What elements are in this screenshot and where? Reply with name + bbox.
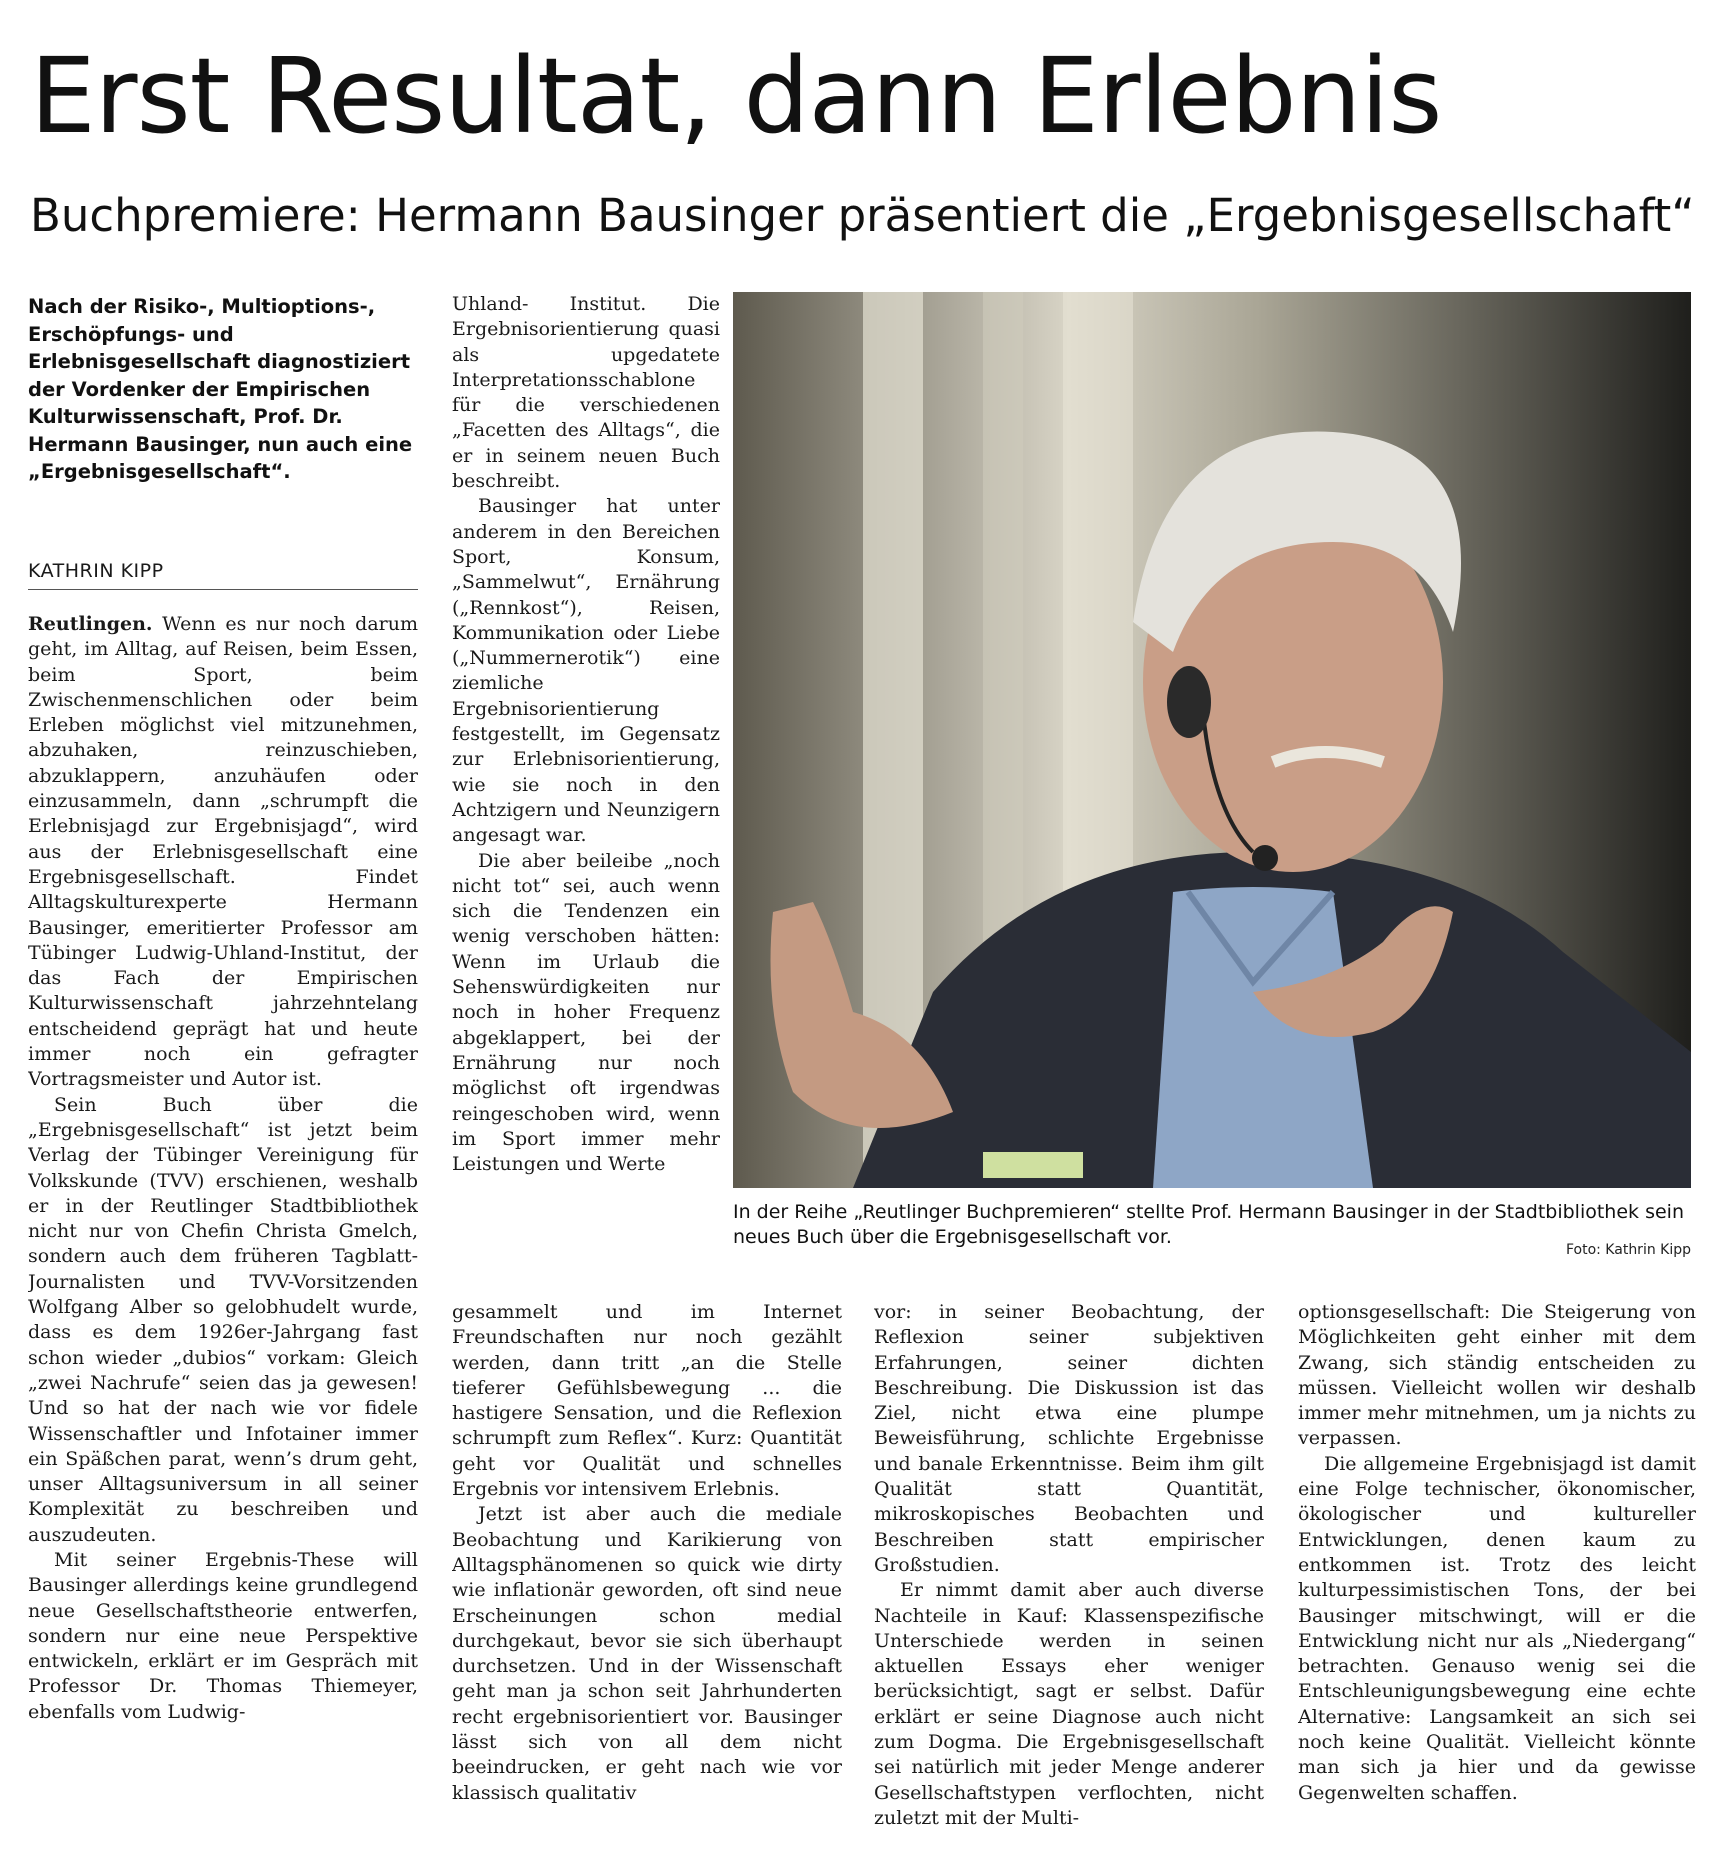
paragraph <box>28 612 418 1093</box>
paragraph: Jetzt ist aber auch die mediale Beobachtung und Karikierung von Alltagsphänomenen so quick wie dirty wie inflationär geworden, oft sind neue Erscheinungen schon medial durchgekaut, bevor sie sich überhaupt durchsetzen. Und in der Wissenschaft geht man ja schon seit Jahrhunderten recht ergebnisorientiert vor. Bausinger lässt sich von all dem nicht beeindrucken, er geht nach wie vor klassisch qualitativ <box>452 1503 842 1804</box>
paragraph: vor: in seiner Beobachtung, der Reflexion seiner subjektiven Erfahrungen, seiner dichten Beschreibung. Die Diskussion ist das Ziel, nicht etwa eine plumpe Beweisführung, schlichte Ergebnisse und banale Erkenntnisse. Beim ihm gilt Qualität statt Quantität, mikroskopisches Beobachten und Beschreiben statt empirischer Großstudien. <box>874 1301 1264 1576</box>
paragraph: gesammelt und im Internet Freundschaften nur noch gezählt werden, dann tritt „an die Stelle tieferer Gefühlsbewegung ... die hastigere Sensation, und die Reflexion schrumpft zum Reflex“. Kurz: Quantität geht vor Qualität und schnelles Ergebnis vor intensivem Erlebnis. <box>452 1301 842 1501</box>
paragraph: Uhland- Institut. Die Ergebnisorientierung quasi als upgedatete Interpretationsschablone für die verschiedenen „Facetten des Alltags“, die er in seinem neuen Buch beschreibt. <box>452 293 720 493</box>
paragraph-text: Wenn es nur noch darum geht, im Alltag, auf Reisen, beim Essen, beim Sport, beim Zwischenmenschlichen oder beim Erleben möglichst viel mitzunehmen, abzuhaken, reinzuschieben, abzuklappern, anzuhäufen oder einzusammeln, dann „schrumpft die Erlebnisjagd zur Ergebnisjagd“, wird aus der Erlebnisgesellschaft eine Ergebnisgesellschaft. Findet Alltagskulturexperte Hermann Bausinger, emeritierter Professor am Tübinger Ludwig-Uhland-Institut, der das Fach der Empirischen Kulturwissenschaft jahrzehntelang entscheidend geprägt hat und heute immer noch ein gefragter Vortragsmeister und Autor ist. <box>28 613 418 1091</box>
paragraph: optionsgesellschaft: Die Steigerung von Möglichkeiten geht einher mit dem Zwang, sich ständig entscheiden zu müssen. Vielleicht wollen wir deshalb immer mehr mitnehmen, um ja nichts zu verpassen. <box>1298 1301 1696 1450</box>
paragraph: Bausinger hat unter anderem in den Bereichen Sport, Konsum, „Sammelwut“, Ernährung („Rennkost“), Reisen, Kommunikation oder Liebe („Nummernerotik“) eine ziemliche Ergebnisorientierung festgestellt, im Gegensatz zur Erlebnisorientierung, wie sie noch in den Achtzigern und Neunzigern angesagt war. <box>452 495 720 847</box>
text-column-3 <box>874 1300 1264 1842</box>
paragraph: Die aber beileibe „noch nicht tot“ sei, auch wenn sich die Tendenzen ein wenig verschoben hätten: Wenn im Urlaub die Sehenswürdigkeiten nur noch in hoher Frequenz abgeklappert, bei der Ernährung nur noch möglichst oft irgendwas reingeschoben wird, wenn im Sport immer mehr Leistungen und Werte <box>452 849 720 1176</box>
paragraph: Er nimmt damit aber auch diverse Nachteile in Kauf: Klassenspezifische Unterschiede werden in seinen aktuellen Essays eher weniger berücksichtigt, sagt er selbst. Dafür erklärt er seine Diagnose auch nicht zum Dogma. Die Ergebnisgesellschaft sei natürlich mit jeder Menge anderer Gesellschaftstypen verflochten, nicht zuletzt mit der Multi- <box>874 1579 1264 1829</box>
paragraph: Sein Buch über die „Ergebnisgesellschaft“ ist jetzt beim Verlag der Tübinger Vereinigung für Volkskunde (TVV) erschienen, weshalb er in der Reutlinger Stadtbibliothek nicht nur von Chefin Christa Gmelch, sondern auch dem früheren Tagblatt-Journalisten und TVV-Vorsitzenden Wolfgang Alber so gelobhudelt wurde, dass es dem 1926er-Jahrgang fast schon wieder „dubios“ vorkam: Gleich „zwei Nachrufe“ seien das ja gewesen! Und so hat der nach wie vor fidele Wissenschaftler und Infotainer immer ein Späßchen parat, wenn’s drum geht, unser Alltagsuniversum in all seiner Komplexität zu beschreiben und auszudeuten. <box>28 1093 418 1546</box>
headline: Erst Resultat, dann Erlebnis <box>30 35 1442 157</box>
text-column-2-top <box>452 292 720 1300</box>
photo-credit: Foto: Kathrin Kipp <box>1565 1242 1691 1258</box>
dateline: Reutlingen. <box>28 613 153 635</box>
subheadline: Buchpremiere: Hermann Bausinger präsentiert die „Ergebnisgesellschaft“ <box>30 189 1695 242</box>
text-column-4 <box>1298 1300 1696 1842</box>
text-column-1 <box>28 612 418 1842</box>
lead-paragraph: Nach der Risiko-, Multioptions-, Erschöpfungs- und Erlebnisgesellschaft diagnostiziert der Vordenker der Empirischen Kulturwissenschaft, Prof. Dr. Hermann Bausinger, nun auch eine „Ergebnisgesellschaft“. <box>28 295 413 483</box>
author-byline: KATHRIN KIPP <box>28 557 418 590</box>
photo-illustration <box>733 292 1691 1188</box>
photo-caption: In der Reihe „Reutlinger Buchpremieren“ stellte Prof. Hermann Bausinger in der Stadtbibliothek sein neues Buch über die Ergebnisgesellschaft vor. <box>733 1201 1684 1248</box>
paragraph: Die allgemeine Ergebnisjagd ist damit eine Folge technischer, ökonomischer, ökologischer und kultureller Entwicklungen, denen kaum zu entkommen ist. Trotz des leicht kulturpessimistischen Tons, der bei Bausinger mitschwingt, will er die Entwicklung nicht nur als „Niedergang“ betrachten. Genauso wenig sei die Entschleunigungsbewegung eine echte Alternative: Langsamkeit an sich sei noch keine Qualität. Vielleicht könnte man sich ja hier und da gewisse Gegenwelten schaffen. <box>1298 1452 1696 1804</box>
text-column-2-bottom <box>452 1300 842 1842</box>
paragraph: Mit seiner Ergebnis-These will Bausinger allerdings keine grundlegend neue Gesellschaftstheorie entwerfen, sondern nur eine neue Perspektive entwickeln, erklärt er im Gespräch mit Professor Dr. Thomas Thiemeyer, ebenfalls vom Ludwig- <box>28 1548 418 1723</box>
article-photo <box>733 292 1691 1188</box>
